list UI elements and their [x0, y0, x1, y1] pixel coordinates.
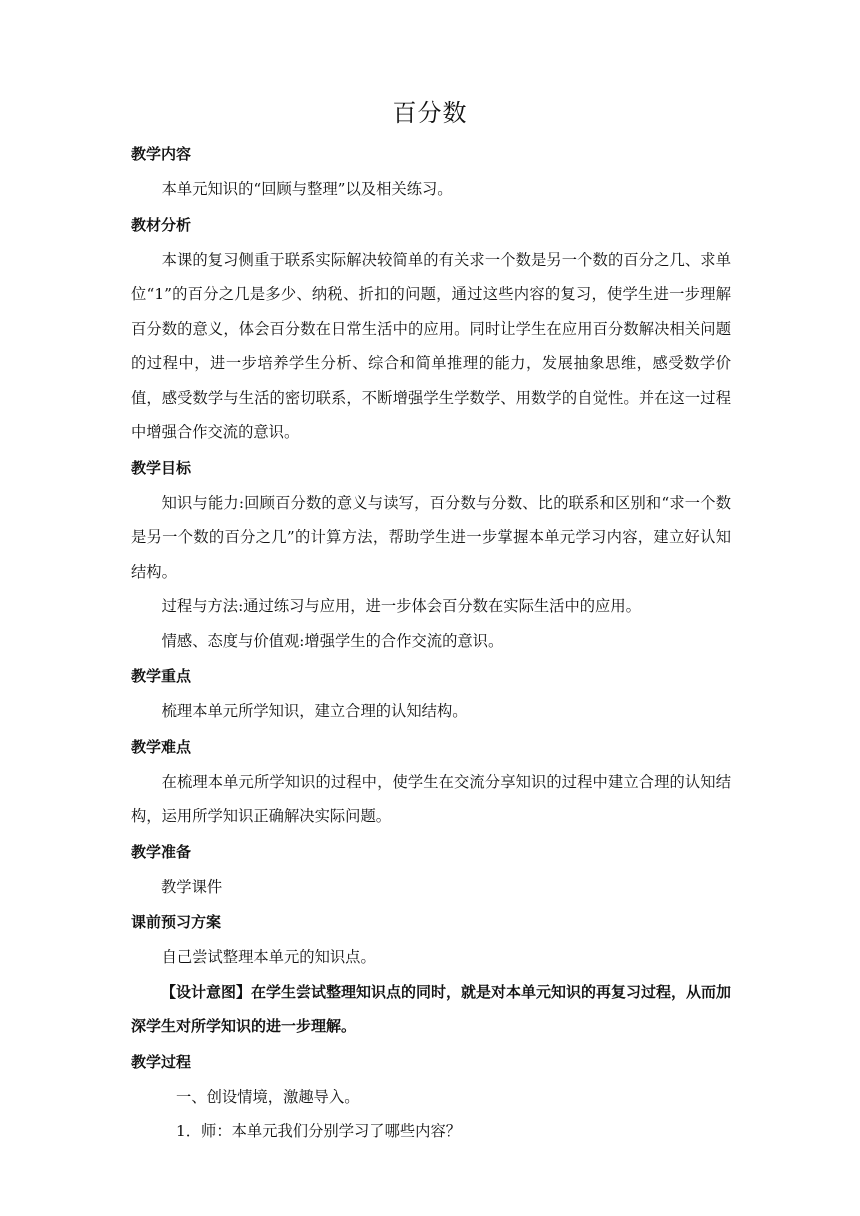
section-heading-objectives: 教学目标: [131, 458, 192, 477]
section-heading-analysis: 教材分析: [131, 215, 192, 234]
section-paragraph: 教学课件: [161, 877, 223, 896]
section-paragraph: 本课的复习侧重于联系实际解决较简单的有关求一个数是另一个数的百分之几、求单位“1”的百分之几是多少、纳税、折扣的问题，通过这些内容的复习，使学生进一步理解百分数的意义，体会百分数在日常生活中的应用。同时让学生在应用百分数解决相关问题的过程中，进一步培养学生分析、综合和简单推理的能力，发展抽象思维，感受数学价值，感受数学与生活的密切联系，不断增强学生学数学、用数学的自觉性。并在这一过程中增强合作交流的意识。: [131, 250, 731, 441]
section-heading-preview-plan: 课前预习方案: [131, 913, 222, 931]
section-heading-content: 教学内容: [131, 145, 192, 163]
section-paragraph: 知识与能力:回顾百分数的意义与读写，百分数与分数、比的联系和区别和“求一个数是另一个数的百分之几”的计算方法，帮助学生进一步掌握本单元学习内容，建立好认知结构。: [131, 493, 731, 581]
section-heading-preparation: 教学准备: [131, 842, 192, 861]
section-paragraph: 自己尝试整理本单元的知识点。: [161, 948, 376, 966]
document-body: [131, 140, 731, 1149]
section-paragraph: 本单元知识的“回顾与整理”以及相关练习。: [161, 180, 453, 198]
section-paragraph: 在梳理本单元所学知识的过程中，使学生在交流分享知识的过程中建立合理的认知结构，运用所学知识正确解决实际问题。: [131, 772, 731, 825]
section-heading-key-points: 教学重点: [131, 667, 192, 685]
section-heading-process: 教学过程: [131, 1052, 192, 1071]
section-paragraph: 梳理本单元所学知识，建立合理的认知结构。: [161, 702, 468, 720]
section-paragraph: 一、创设情境，激趣导入。: [176, 1087, 360, 1106]
design-intent-note: 【设计意图】在学生尝试整理知识点的同时，就是对本单元知识的再复习过程，从而加深学生对所学知识的进一步理解。: [131, 982, 732, 1035]
section-paragraph: 1．师：本单元我们分别学习了哪些内容？: [176, 1122, 462, 1140]
section-heading-difficulties: 教学难点: [131, 737, 192, 756]
document-title: 百分数: [392, 99, 468, 127]
section-paragraph: 情感、态度与价值观:增强学生的合作交流的意识。: [161, 631, 504, 650]
section-paragraph: 过程与方法:通过练习与应用，进一步体会百分数在实际生活中的应用。: [161, 597, 641, 615]
